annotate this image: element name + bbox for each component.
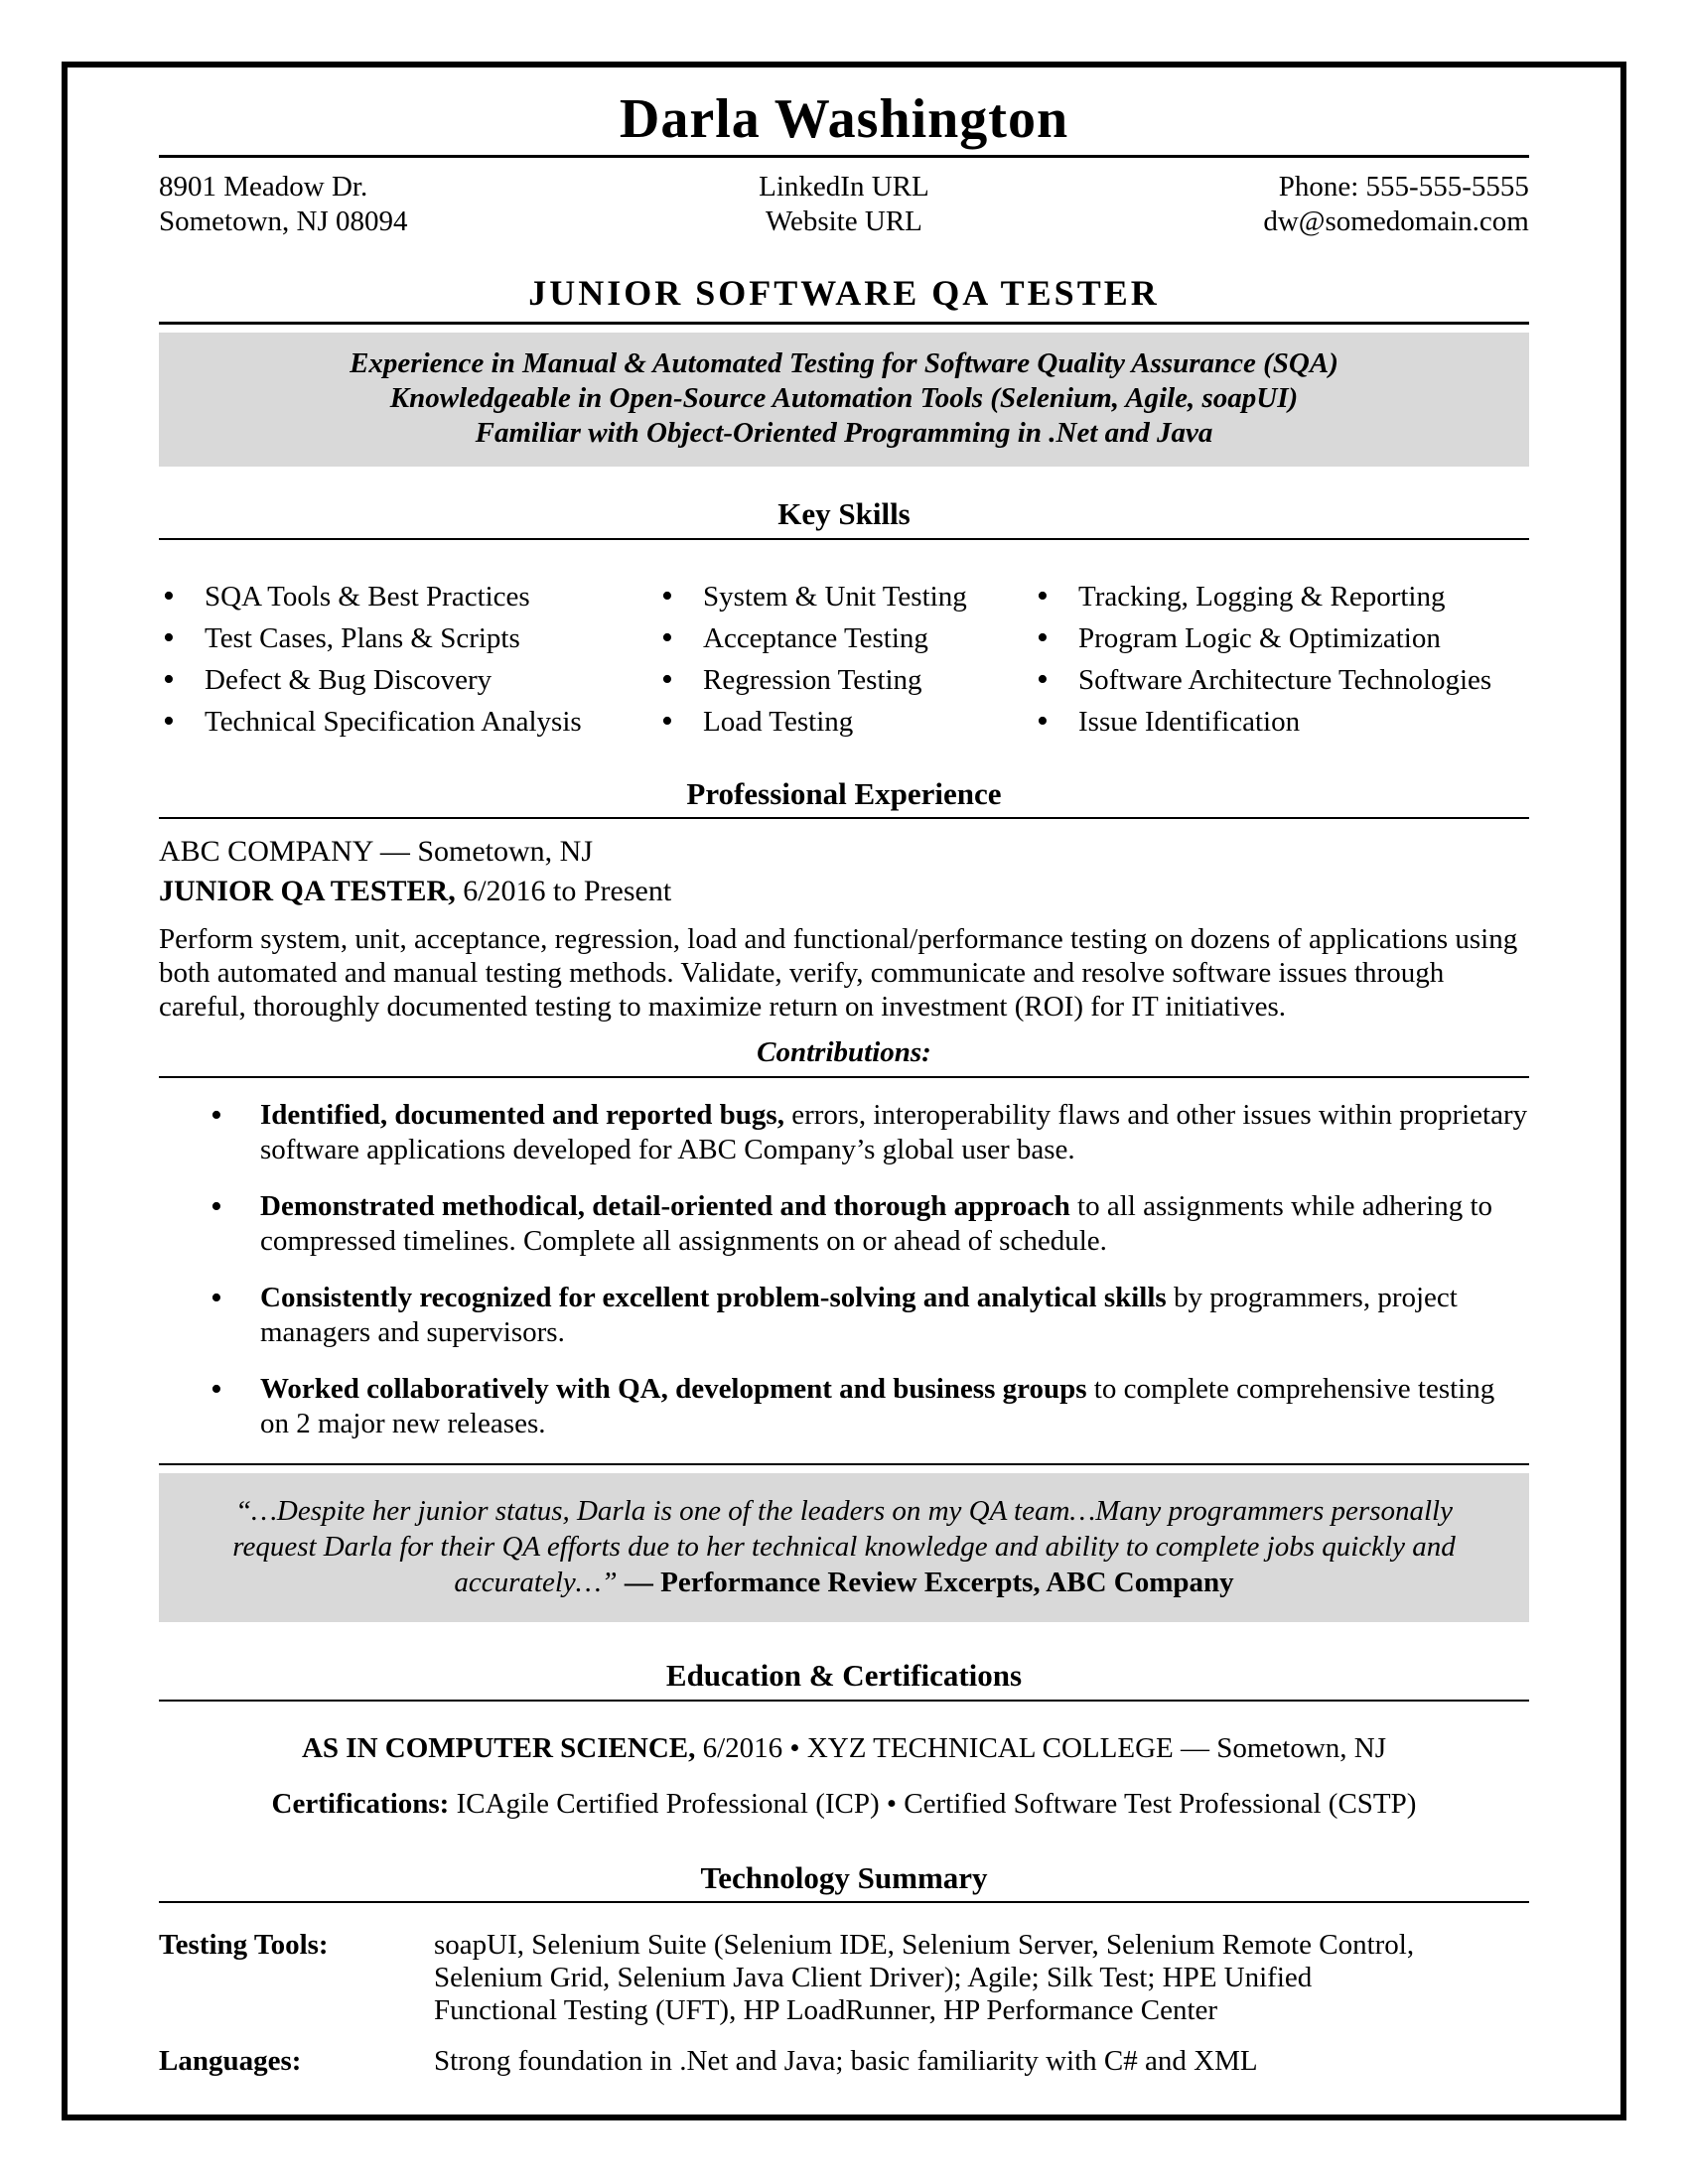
technology-row <box>159 2045 1529 2078</box>
summary-line-1: Experience in Manual & Automated Testing for Software Quality Assurance (SQA) <box>350 346 1338 379</box>
contribution-text: to all assignments while adhering to compressed timelines. Complete all assignments on or ahead of schedule. <box>260 1190 1493 1258</box>
section-heading-key-skills: Key Skills <box>777 495 911 531</box>
linkedin-url: LinkedIn URL <box>759 170 929 203</box>
skill-item <box>159 701 657 743</box>
divider <box>159 155 1529 158</box>
skill-label: Load Testing <box>703 705 854 738</box>
skill-label: Technical Specification Analysis <box>205 705 582 738</box>
contribution-lead: Demonstrated methodical, detail-oriented and thorough approach <box>260 1190 1070 1223</box>
performance-quote-box <box>159 1473 1529 1622</box>
contribution-lead: Identified, documented and reported bugs, <box>260 1099 784 1132</box>
role-title: JUNIOR QA TESTER, <box>159 875 456 908</box>
certifications-details: ICAgile Certified Professional (ICP) • Certified Software Test Professional (CSTP) <box>449 1787 1417 1820</box>
skill-item <box>1033 701 1529 743</box>
skill-label: System & Unit Testing <box>703 580 967 613</box>
skill-label: Issue Identification <box>1078 705 1301 738</box>
role-dates: 6/2016 to Present <box>455 875 672 908</box>
skill-label: Program Logic & Optimization <box>1078 621 1441 654</box>
skill-label: SQA Tools & Best Practices <box>205 580 530 613</box>
role-description: Perform system, unit, acceptance, regression, load and functional/performance testing on dozens of applications using both automated and manual testing methods. Validate, verify, communicate and resolve software issues through careful, thoroughly documented testing to maximize return on investment (ROI) for IT initiatives. <box>159 923 1518 1024</box>
divider <box>159 1901 1529 1903</box>
skill-item <box>657 617 1033 659</box>
technology-row-value: soapUI, Selenium Suite (Selenium IDE, Selenium Server, Selenium Remote Control, Selenium Grid, Selenium Java Client Driver); Agile; Silk Test; HPE Unified Functional Testing (UFT), HP LoadRunner, HP Performance Center <box>434 1929 1415 2027</box>
company-line: ABC COMPANY — Sometown, NJ <box>159 835 594 869</box>
resume-headline: JUNIOR SOFTWARE QA TESTER <box>528 272 1160 313</box>
quote-attribution: — Performance Review Excerpts, ABC Company <box>624 1567 1234 1599</box>
contribution-text: to complete comprehensive testing on 2 major new releases. <box>260 1373 1495 1440</box>
skill-item <box>657 576 1033 617</box>
skill-label: Regression Testing <box>703 663 922 696</box>
resume-content <box>159 68 1529 2078</box>
contact-links <box>616 170 1072 239</box>
summary-line-3: Familiar with Object-Oriented Programming in .Net and Java <box>475 416 1213 449</box>
skill-item <box>657 659 1033 701</box>
section-heading-experience: Professional Experience <box>686 775 1002 811</box>
degree-line <box>159 1731 1529 1765</box>
contribution-lead: Worked collaboratively with QA, development and business groups <box>260 1373 1087 1406</box>
skills-column-1 <box>159 576 657 743</box>
degree-title: AS IN COMPUTER SCIENCE, <box>301 1731 696 1764</box>
contribution-item <box>159 1372 1529 1441</box>
person-name: Darla Washington <box>619 88 1069 150</box>
divider <box>159 817 1529 819</box>
technology-row <box>159 1929 1529 2027</box>
summary-box <box>159 333 1529 467</box>
skill-item <box>1033 617 1529 659</box>
divider <box>159 322 1529 325</box>
technology-row-value: Strong foundation in .Net and Java; basic familiarity with C# and XML <box>434 2045 1258 2078</box>
skill-label: Test Cases, Plans & Scripts <box>205 621 520 654</box>
section-heading-technology: Technology Summary <box>700 1859 988 1895</box>
contact-info <box>159 170 1529 239</box>
degree-details: 6/2016 • XYZ TECHNICAL COLLEGE — Sometown, NJ <box>695 1731 1387 1764</box>
contribution-text: by programmers, project managers and supervisors. <box>260 1282 1458 1349</box>
summary-line-2: Knowledgeable in Open-Source Automation Tools (Selenium, Agile, soapUI) <box>389 381 1299 414</box>
technology-row-label: Testing Tools: <box>159 1929 329 1962</box>
skill-label: Software Architecture Technologies <box>1078 663 1492 696</box>
section-heading-education: Education & Certifications <box>665 1658 1023 1694</box>
address-line-2: Sometown, NJ 08094 <box>159 205 408 237</box>
quote-text: “…Despite her junior status, Darla is one of the leaders on my QA team…Many programmers personally request Darla for their QA efforts due to her technical knowledge and ability to complete jobs quickly and accurately…” <box>232 1495 1456 1599</box>
skill-item <box>159 659 657 701</box>
skill-item <box>159 576 657 617</box>
skills-column-3 <box>1033 576 1529 743</box>
contributions-heading: Contributions: <box>757 1036 931 1069</box>
contribution-item <box>159 1281 1529 1350</box>
skill-item <box>657 701 1033 743</box>
contact-address <box>159 170 616 239</box>
skill-item <box>1033 576 1529 617</box>
technology-table <box>159 1929 1529 2078</box>
role-line <box>159 875 1529 908</box>
contribution-text: errors, interoperability flaws and other issues within proprietary software applications developed for ABC Company’s global user base. <box>260 1099 1528 1166</box>
certifications-line <box>159 1787 1529 1821</box>
contribution-item <box>159 1098 1529 1167</box>
skill-label: Defect & Bug Discovery <box>205 663 492 696</box>
divider <box>159 538 1529 540</box>
divider <box>159 1076 1529 1078</box>
skill-item <box>1033 659 1529 701</box>
skill-item <box>159 617 657 659</box>
key-skills-grid <box>159 576 1529 743</box>
contributions-list <box>159 1098 1529 1441</box>
divider <box>159 1700 1529 1702</box>
contribution-item <box>159 1189 1529 1259</box>
email-address: dw@somedomain.com <box>1263 205 1529 237</box>
contact-phone-email <box>1072 170 1529 239</box>
skills-column-2 <box>657 576 1033 743</box>
phone-number: Phone: 555-555-5555 <box>1278 170 1529 203</box>
skill-label: Acceptance Testing <box>703 621 928 654</box>
certifications-label: Certifications: <box>271 1787 450 1820</box>
technology-row-label: Languages: <box>159 2045 302 2078</box>
skill-label: Tracking, Logging & Reporting <box>1078 580 1446 613</box>
website-url: Website URL <box>765 205 922 237</box>
contribution-lead: Consistently recognized for excellent problem-solving and analytical skills <box>260 1282 1167 1314</box>
divider <box>159 1463 1529 1465</box>
address-line-1: 8901 Meadow Dr. <box>159 170 368 203</box>
